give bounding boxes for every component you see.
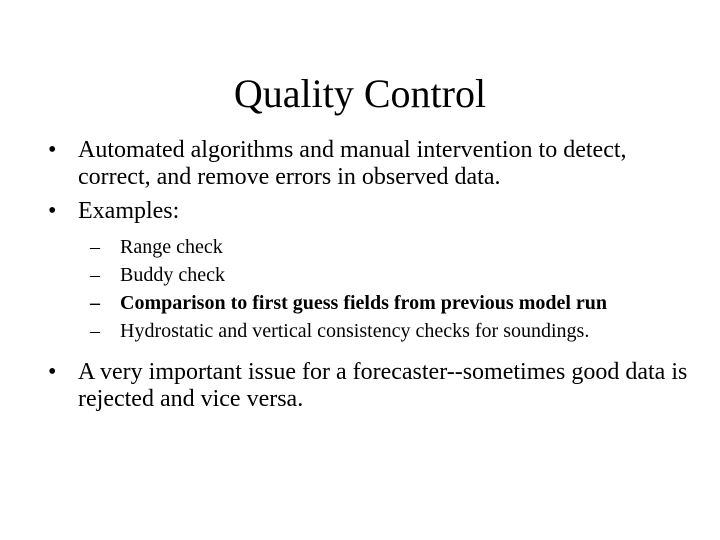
sub-bullet-text: Comparison to first guess fields from previous model run <box>120 292 608 314</box>
sub-bullet-item <box>60 235 670 259</box>
bullet-item <box>48 359 688 413</box>
sub-bullet-marker: – <box>90 264 100 286</box>
sub-bullet-marker: – <box>90 320 100 342</box>
bullet-list <box>48 137 688 420</box>
bullet-text: Automated algorithms and manual intervention to detect, correct, and remove errors in observed data. <box>78 137 627 190</box>
bullet-text: A very important issue for a forecaster--sometimes good data is rejected and vice versa. <box>78 359 688 412</box>
bullet-text: Examples: <box>78 198 180 224</box>
slide-title: Quality Control <box>233 71 487 116</box>
sub-bullet-text: Hydrostatic and vertical consistency checks for soundings. <box>120 320 590 342</box>
sub-bullet-text: Range check <box>120 236 223 258</box>
bullet-item <box>48 137 688 191</box>
bullet-marker: • <box>48 137 57 163</box>
sub-bullet-marker: – <box>90 236 100 258</box>
sub-bullet-marker: – <box>90 292 100 314</box>
sub-bullet-item <box>60 263 670 287</box>
bullet-marker: • <box>48 359 57 385</box>
sub-bullet-item <box>60 319 670 343</box>
bullet-item <box>48 198 688 343</box>
bullet-marker: • <box>48 198 57 224</box>
sub-bullet-list <box>60 235 670 343</box>
sub-bullet-text: Buddy check <box>120 264 225 286</box>
sub-bullet-item <box>60 291 670 315</box>
